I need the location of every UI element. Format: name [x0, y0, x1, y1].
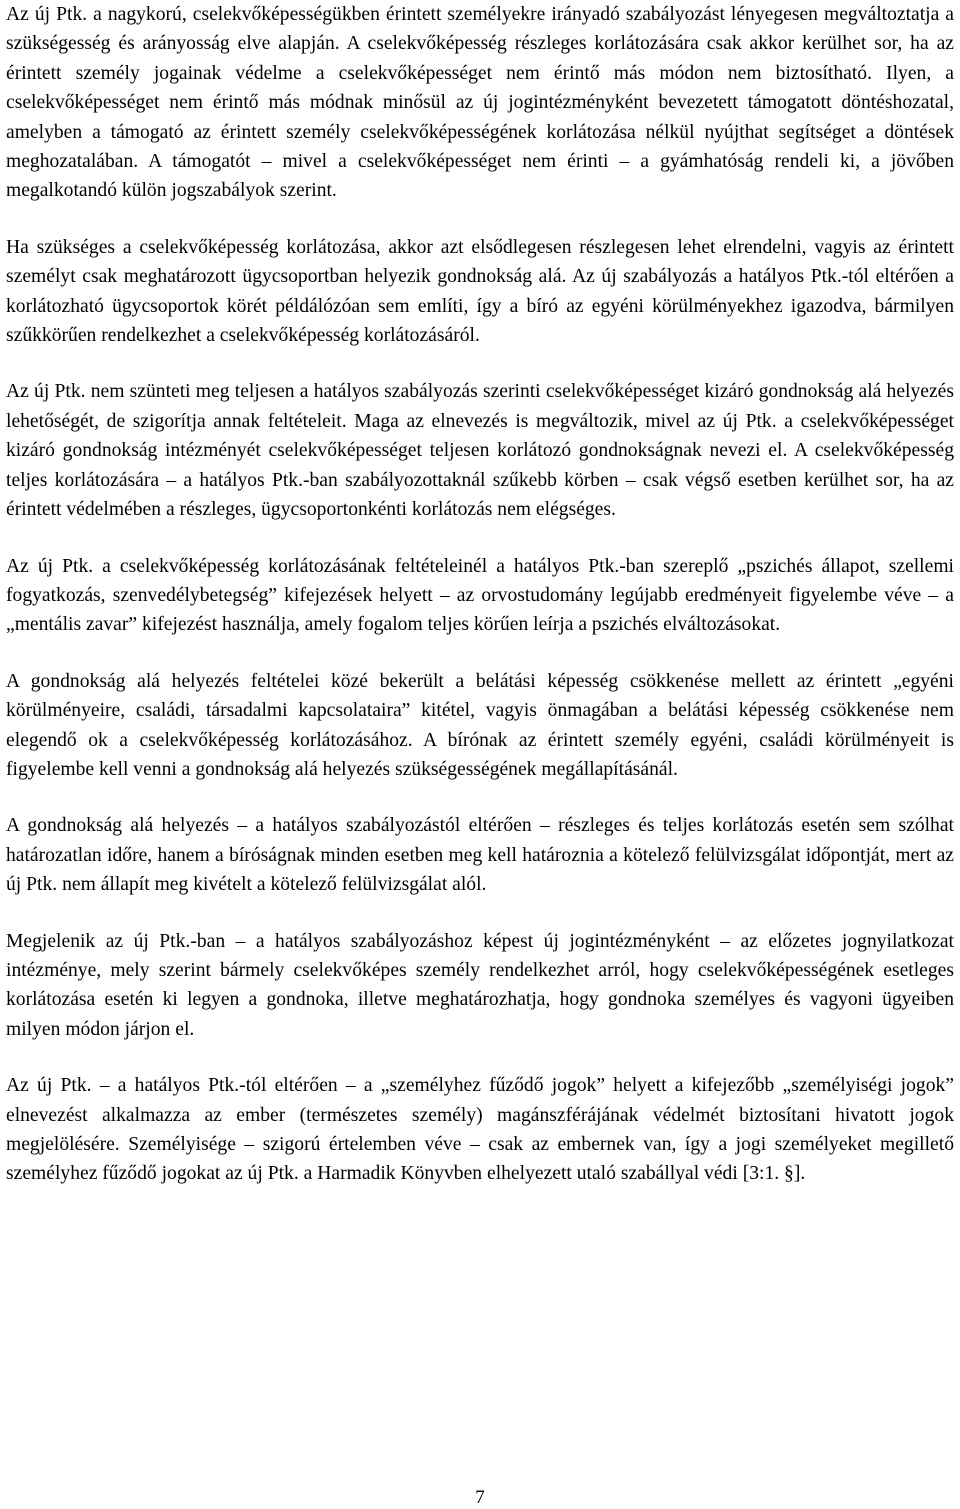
paragraph-7: Megjelenik az új Ptk.-ban – a hatályos szabályozáshoz képest új jogintézményként – az előzetes jognyilatkozat intézménye, mely szerint bármely cselekvőképes személy rendelkezhet arról, hogy cselekvőképességének esetleges korlátozása esetén ki legyen a gondnoka, illetve meghatározhatja, hogy gondnoka személyes és vagyoni ügyeiben milyen módon járjon el. [6, 930, 954, 1040]
paragraph-4: Az új Ptk. a cselekvőképesség korlátozásának feltételeinél a hatályos Ptk.-ban szereplő „pszichés állapot, szellemi fogyatkozás, szenvedélybetegség” kifejezések helyett – az orvostudomány legújabb eredményeit figyelembe véve – a „mentális zavar” kifejezést használja, amely fogalom teljes körűen leírja a pszichés elváltozásokat. [6, 555, 954, 636]
paragraph-2: Ha szükséges a cselekvőképesség korlátozása, akkor azt elsődlegesen részlegesen lehet elrendelni, vagyis az érintett személyt csak meghatározott ügycsoportban helyezik gondnokság alá. Az új szabályozás a hatályos Ptk.-tól eltérően a korlátozható ügycsoportok körét példálózóan sem említi, így a bíró az egyéni körülményekhez igazodva, bármilyen szűkkörűen rendelkezhet a cselekvőképesség korlátozásáról. [6, 236, 954, 347]
paragraph-5: A gondnokság alá helyezés feltételei közé bekerült a belátási képesség csökkenése mellett az érintett „egyéni körülményeire, családi, társadalmi kapcsolataira” kitétel, vagyis önmagában a belátási képesség csökkenése nem elegendő ok a cselekvőképesség korlátozásához. A bírónak az érintett személy egyéni, családi körülményeit is figyelembe kell venni a gondnokság alá helyezés szükségességének megállapításánál. [6, 670, 954, 780]
paragraph-3: Az új Ptk. nem szünteti meg teljesen a hatályos szabályozás szerinti cselekvőképességet kizáró gondnokság alá helyezés lehetőségét, de szigorítja annak feltételeit. Maga az elnevezés is megváltozik, mivel az új Ptk. a cselekvőképességet kizáró gondnokság intézményét cselekvőképességet teljesen korlátozó gondnokságnak nevezi el. A cselekvőképesség teljes korlátozására – a hatályos Ptk.-ban szabályozottaknál szűkebb körben – csak végső esetben kerülhet sor, ha az érintett védelmében a részleges, ügycsoportonkénti korlátozás nem elégséges. [6, 381, 954, 521]
paragraph-6: A gondnokság alá helyezés – a hatályos szabályozástól eltérően – részleges és teljes korlátozás esetén sem szólhat határozatlan időre, hanem a bíróságnak minden esetben meg kell határoznia a kötelező felülvizsgálat időpontját, mert az új Ptk. nem állapít meg kivételt a kötelező felülvizsgálat alól. [6, 815, 954, 896]
paragraph-1: Az új Ptk. a nagykorú, cselekvőképességükben érintett személyekre irányadó szabályozást lényegesen megváltoztatja a szükségesség és arányosság elve alapján. A cselekvőképesség részleges korlátozására csak akkor kerülhet sor, ha az érintett személy jogainak védelme a cselekvőképességet nem érintő más módon nem biztosítható. Ilyen, a cselekvőképességet nem érintő más módnak minősül az új jogintézményként bevezetett támogatott döntéshozatal, amelyben a támogató az érintett személy cselekvőképességének korlátozása nélkül nyújthat segítséget a döntések meghozatalában. A támogatót – mivel a cselekvőképességet nem érinti – a gyámhatóság rendeli ki, a jövőben megalkotandó külön jogszabályok szerint. [6, 4, 954, 202]
page-number: 7 [475, 1487, 485, 1508]
paragraph-8: Az új Ptk. – a hatályos Ptk.-tól eltérően – a „személyhez fűződő jogok” helyett a kifejezőbb „személyiségi jogok” elnevezést alkalmazza az ember (természetes személy) magánszférájának védelmét biztosítani hivatott jogok megjelölésére. Személyisége – szigorú értelemben véve – csak az embernek van, így a jogi személyeket megillető személyhez fűződő jogokat az új Ptk. a Harmadik Könyvben elhelyezett utaló szabállyal védi [3:1. §]. [6, 1075, 954, 1185]
document-page [6, 0, 954, 1189]
